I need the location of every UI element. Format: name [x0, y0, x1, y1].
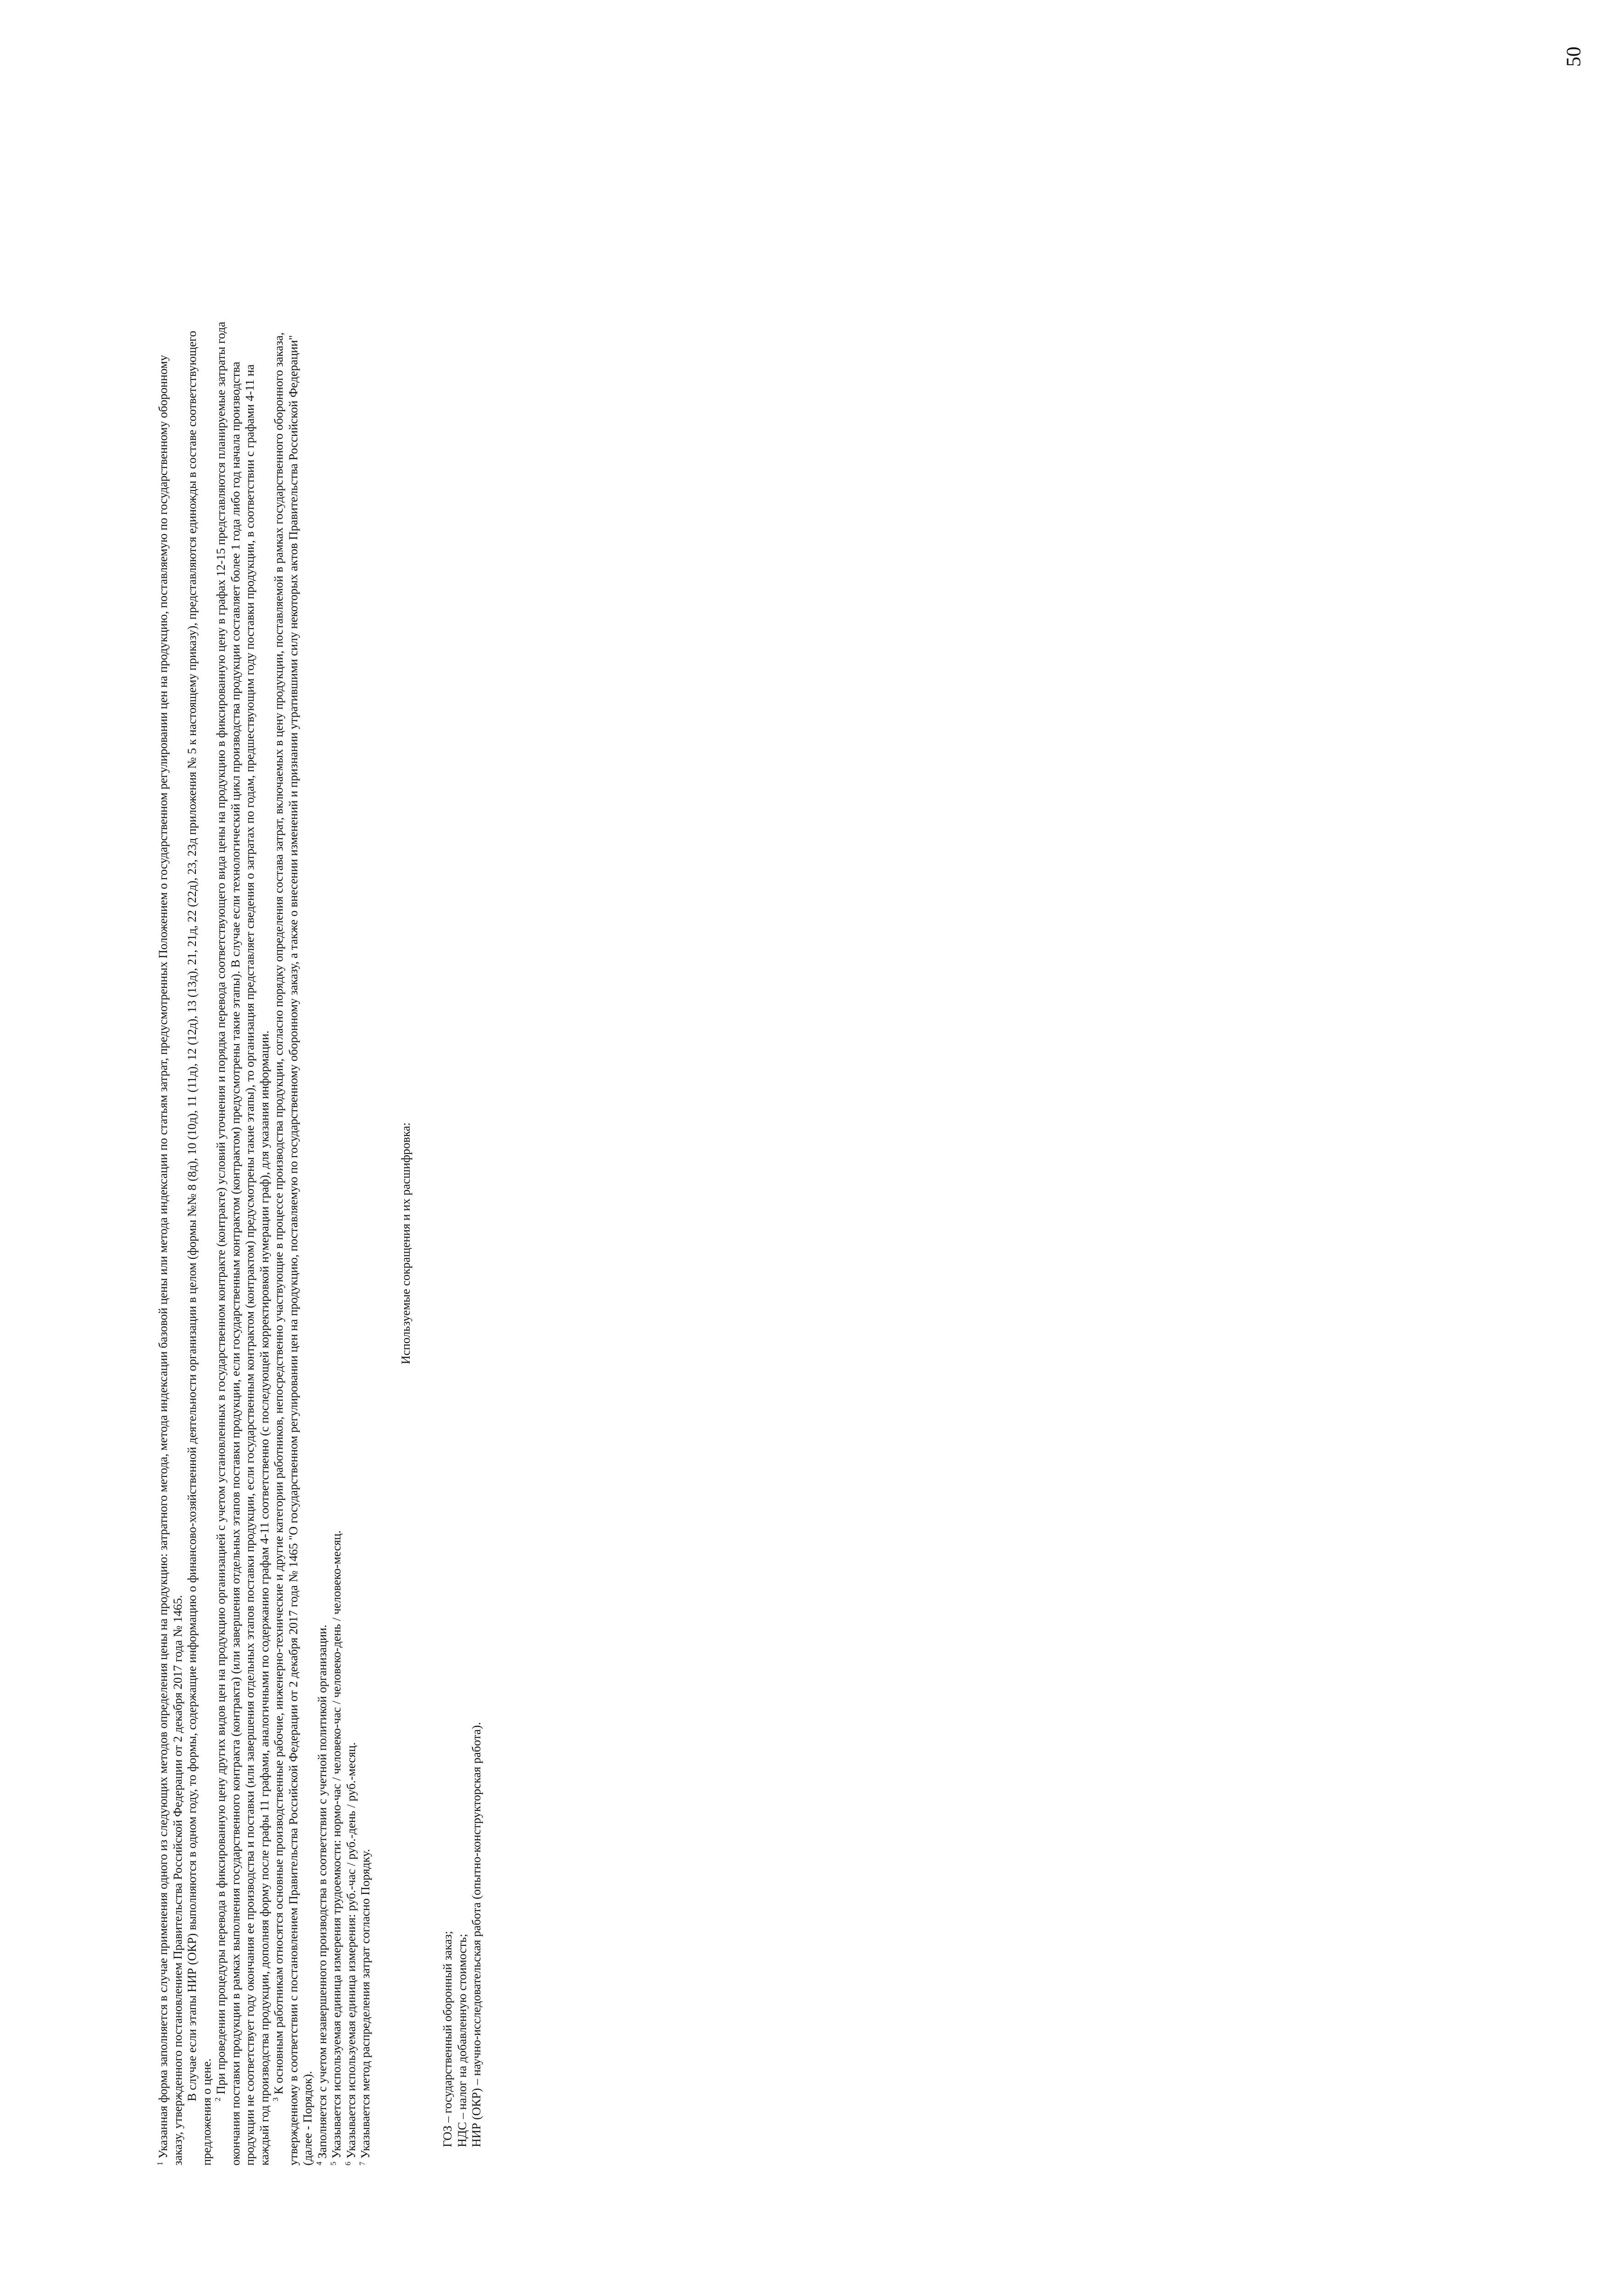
footnote-2	[214, 321, 272, 2166]
rotated-content	[156, 321, 789, 2166]
footnote-mark: 1	[156, 2161, 165, 2166]
footnote-text: Указывается используемая единица измерения трудоемкости: нормо-час / человеко-час / человеко-день / человеко-месяц.	[329, 1530, 343, 2159]
footnote-text: Указывается используемая единица измерения: руб.-час / руб.-день / руб.-месяц.	[344, 1742, 358, 2159]
footnote-6	[344, 321, 359, 2166]
footnote-text: Указанная форма заполняется в случае применения одного из следующих методов определения цены на продукцию: затратного метода, метода индексации базовой цены или метода индексации по статьям затрат, предусмотренных Положением о государственном регулировании цен на продукцию, поставляемую по государственному оборонному заказу, утвержденного постановлением Правительства Российской Федерации от 2 декабря 2017 года № 1465.	[156, 355, 184, 2166]
abbreviation-item: ГОЗ – государственный оборонный заказ;	[440, 1931, 454, 2147]
footnote-4	[315, 321, 330, 2166]
footnote-mark: 3	[271, 2097, 280, 2101]
abbreviations-title: Используемые сокращения и их расшифровка:	[398, 1122, 412, 1364]
footnote-mark: 5	[329, 2161, 338, 2166]
abbreviation-item: НИР (ОКР) – научно-исследовательская работа (опытно-конструкторская работа).	[469, 1722, 483, 2147]
footnote-3	[272, 321, 315, 2166]
footnote-5	[329, 321, 344, 2166]
footnote-1	[156, 321, 185, 2166]
footnote-text: В случае если этапы НИР (ОКР) выполняются в одном году, то формы, содержащие информацию о финансово-хозяйственной деятельности организации в целом (формы №№ 8 (8д), 10 (10д), 11 (11д), 12 (12д), 13 (13д), 21, 21д, 22 (22д), 23, 23д приложения № 5 к настоящему приказу), представляются единожды в составе соответствующего предложения о цене.	[185, 330, 213, 2166]
footnote-mark: 4	[314, 2161, 323, 2166]
footnote-1-continuation	[185, 321, 214, 2166]
footnote-7	[358, 321, 373, 2166]
footnote-mark: 6	[343, 2161, 352, 2166]
page-number: 50	[1562, 46, 1585, 67]
abbreviations-list	[440, 321, 484, 2147]
footnotes-section	[156, 321, 373, 2166]
footnote-mark: 2	[213, 2097, 222, 2101]
abbreviation-item: НДС – налог на добавленную стоимость;	[455, 1933, 469, 2147]
footnote-text: К основным работникам относятся основные производственные рабочие, инженерно-технические и другие категории работников, непосредственно участвующие в процессе производства продукции, согласно порядку определения состава затрат, включаемых в цену продукции, поставляемой в рамках государственного оборонного заказа, утвержденному в соответствии с постановлением Правительства Российской Федерации от 2 декабря 2017 года № 1465 "О государственном регулировании цен на продукцию, поставляемую по государственному оборонному заказу, а также о внесении изменений и признании утратившими силу некоторых актов Правительства Российской Федерации" (далее - Порядок).	[272, 332, 314, 2166]
footnote-text: При проведении процедуры перевода в фиксированную цену других видов цен на продукцию организацией с учетом установленных в государственном контракте (контракте) условий уточнения и порядка перевода соответствующего вида цены на продукцию в фиксированную цену в графах 12-15 представляются планируемые затраты года окончания поставки продукции в рамках выполнения государственного контракта (контракта) (или завершения отдельных этапов поставки продукции, если государственным контрактом (контрактом) предусмотрены такие этапы). В случае если технологический цикл производства продукции составляет более 1 года либо год начала производства продукции не соответствует году окончания ее производства и поставки (или завершения отдельных этапов поставки продукции, если государственным контрактом (контрактом) предусмотрены такие этапы), то организация представляет сведения о затратах по годам, предшествующим году поставки продукции, в соответствии с графами 4-11 на каждый год производства продукции, дополняя форму после графы 11 графами, аналогичными по содержанию графам 4-11 соответственно (с последующей корректировкой нумерации граф), для указания информации.	[214, 322, 271, 2166]
footnote-text: Указывается метод распределения затрат согласно Порядку.	[358, 1849, 372, 2159]
footnote-text: Заполняется с учетом незавершенного производства в соответствии с учетной политикой организации.	[315, 1625, 329, 2159]
footnote-mark: 7	[358, 2161, 367, 2166]
